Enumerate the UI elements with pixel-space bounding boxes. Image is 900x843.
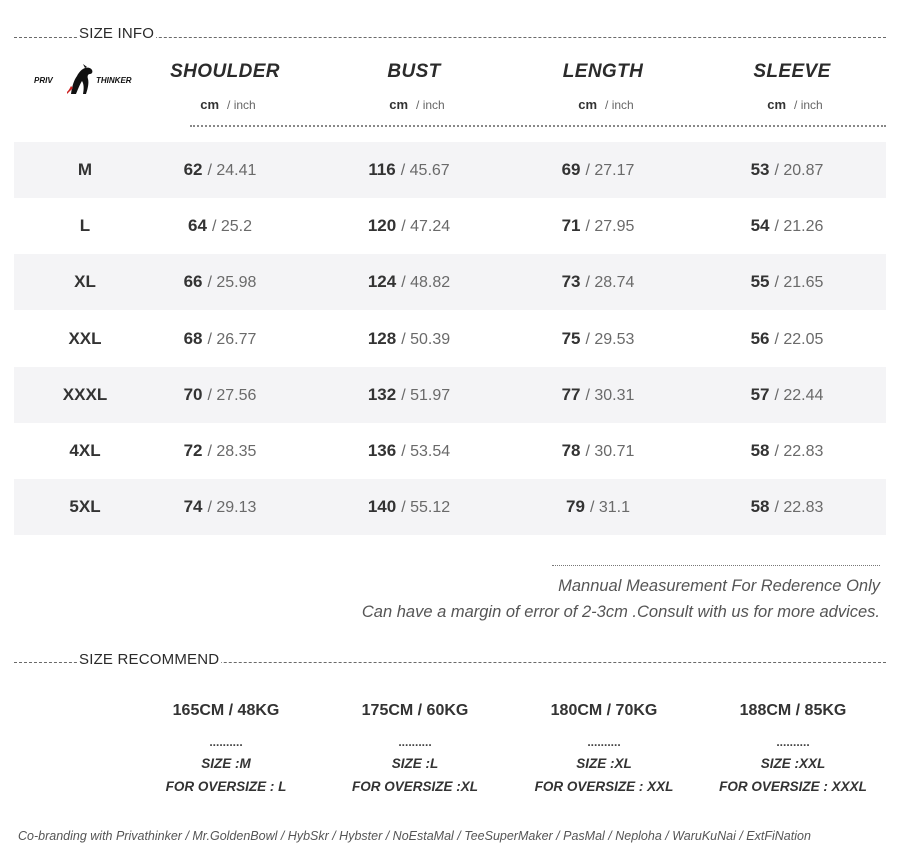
measurement-cell [329,479,489,535]
measurement-cell [140,311,300,367]
cm-value: 69 [561,160,581,179]
cm-value: 79 [566,497,585,517]
column-header-length: LENGTH [562,61,644,82]
cm-value: 56 [750,328,770,348]
inch-value: / 50.39 [401,330,451,348]
header-divider [190,125,886,127]
inch-value: / 27.95 [585,218,635,236]
size-info-title: SIZE INFO [79,25,155,42]
inch-value: / 24.41 [207,162,257,179]
column-unit [526,97,686,112]
cm-value: 74 [183,497,203,517]
measurement-cell [140,254,300,310]
measurement-cell [518,198,678,254]
cm-value: 124 [367,272,397,292]
measurement-cell [518,479,678,535]
cm-value: 64 [188,216,207,236]
size-label: 4XL [69,441,101,460]
logo-right-text: THINKER [96,76,132,85]
measurement-cell [518,367,678,423]
cm-value: 116 [368,160,396,179]
cm-value: 66 [183,272,203,292]
measurement-cell [329,254,489,310]
cm-value: 55 [750,272,770,292]
unit-inch: / inch [605,98,634,112]
cm-value: 78 [561,441,581,460]
recommend-oversize: FOR OVERSIZE : XXL [534,779,674,794]
cm-value: 77 [561,384,581,404]
column-header-shoulder: SHOULDER [170,61,280,82]
inch-value: / 45.67 [400,162,450,179]
margin-note: Can have a margin of error of 2-3cm .Consult with us for more advices. [361,603,880,621]
unit-inch: / inch [416,98,445,112]
measurement-cell [329,423,489,479]
inch-value: / 21.26 [774,218,824,236]
table-row [14,423,886,479]
recommend-height-weight: 180CM / 70KG [550,702,658,719]
inch-value: / 27.17 [585,162,635,179]
measurement-cell [707,198,867,254]
recommend-size: SIZE :L [391,756,439,771]
unit-inch: / inch [227,98,256,112]
inch-value: / 22.44 [774,386,824,404]
cm-value: 58 [750,441,770,460]
column-unit [148,97,308,112]
table-row [14,367,886,423]
cm-value: 136 [367,441,397,460]
recommend-size: SIZE :XL [576,756,632,771]
cm-value: 68 [183,328,203,348]
recommend-size: SIZE :M [201,756,251,771]
measurement-cell [707,423,867,479]
size-recommend-title: SIZE RECOMMEND [79,651,220,668]
unit-cm: cm [578,97,598,112]
inch-value: / 53.54 [401,443,451,460]
recommend-oversize: FOR OVERSIZE :XL [351,779,478,794]
unit-cm: cm [200,97,220,112]
cm-value: 72 [183,441,203,460]
logo-left-text: PRIV [34,76,53,85]
inch-value: / 25.2 [211,218,252,236]
measurement-cell [518,423,678,479]
measurement-cell [329,142,489,198]
measurement-cell [518,311,678,367]
recommend-oversize: FOR OVERSIZE : L [165,779,287,794]
measurement-cell [707,367,867,423]
recommend-dots: .......... [587,735,621,749]
cm-value: 120 [367,216,397,236]
size-label: 5XL [69,497,101,517]
cm-value: 70 [183,384,203,404]
cm-value: 75 [561,328,581,348]
size-label: XXL [68,328,102,348]
inch-value: / 51.97 [401,386,451,404]
inch-value: / 29.13 [207,499,257,517]
column-header-bust: BUST [387,61,441,82]
measurement-cell [329,198,489,254]
inch-value: / 25.98 [207,274,257,292]
measurement-cell [518,142,678,198]
column-unit [715,97,875,112]
recommend-dots: .......... [398,735,432,749]
recommend-size: SIZE :XXL [760,756,826,771]
recommend-dots: .......... [209,735,243,749]
measurement-cell [140,423,300,479]
inch-value: / 31.1 [589,499,630,517]
measurement-cell [140,367,300,423]
cm-value: 128 [367,328,397,348]
cm-value: 140 [367,497,397,517]
measurement-cell [329,311,489,367]
column-header-sleeve: SLEEVE [753,61,831,82]
cm-value: 71 [561,216,581,236]
inch-value: / 30.31 [585,386,635,404]
cm-value: 58 [750,497,770,517]
inch-value: / 20.87 [774,162,824,179]
inch-value: / 22.05 [774,330,824,348]
footer-text: Co-branding with Privathinker / Mr.GoldenBowl / HybSkr / Hybster / NoEstaMal / TeeSuperMaker / PasMal / Neploha / WaruKuNai / ExtFiNation [18,829,811,843]
measurement-cell [707,142,867,198]
measurement-note: Mannual Measurement For Rederence Only [558,577,880,595]
measurement-cell [140,142,300,198]
inch-value: / 48.82 [401,274,451,292]
size-label: XL [74,272,96,292]
table-row [14,198,886,254]
inch-value: / 28.35 [207,443,257,460]
table-row [14,311,886,367]
inch-value: / 30.71 [585,443,635,460]
cm-value: 53 [750,160,770,179]
column-unit [337,97,497,112]
inch-value: / 47.24 [401,218,451,236]
cm-value: 54 [750,216,770,236]
unit-inch: / inch [794,98,823,112]
recommend-height-weight: 175CM / 60KG [361,702,469,719]
measurement-cell [518,254,678,310]
recommend-height-weight: 165CM / 48KG [172,702,280,719]
size-label: L [79,216,91,236]
measurement-cell [707,311,867,367]
brand-logo [34,64,146,98]
inch-value: / 27.56 [207,386,257,404]
unit-cm: cm [389,97,409,112]
cm-value: 62 [183,160,203,179]
cm-value: 57 [750,384,770,404]
inch-value: / 55.12 [401,499,451,517]
cm-value: 132 [367,384,397,404]
table-row [14,142,886,198]
measurement-cell [707,254,867,310]
table-row [14,254,886,310]
measurement-cell [707,479,867,535]
inch-value: / 22.83 [774,499,824,517]
inch-value: / 26.77 [207,330,257,348]
inch-value: / 21.65 [774,274,824,292]
unit-cm: cm [767,97,787,112]
table-row [14,479,886,535]
recommend-height-weight: 188CM / 85KG [739,702,847,719]
inch-value: / 28.74 [585,274,635,292]
recommend-oversize: FOR OVERSIZE : XXXL [719,779,867,794]
measurement-cell [329,367,489,423]
inch-value: / 22.83 [774,443,824,460]
cm-value: 73 [561,272,581,292]
measurement-cell [140,198,300,254]
note-divider [552,565,880,566]
size-label: XXXL [62,384,108,404]
measurement-cell [140,479,300,535]
size-label: M [77,160,93,179]
inch-value: / 29.53 [585,330,635,348]
recommend-dots: .......... [776,735,810,749]
animal-logo-icon [67,64,97,96]
